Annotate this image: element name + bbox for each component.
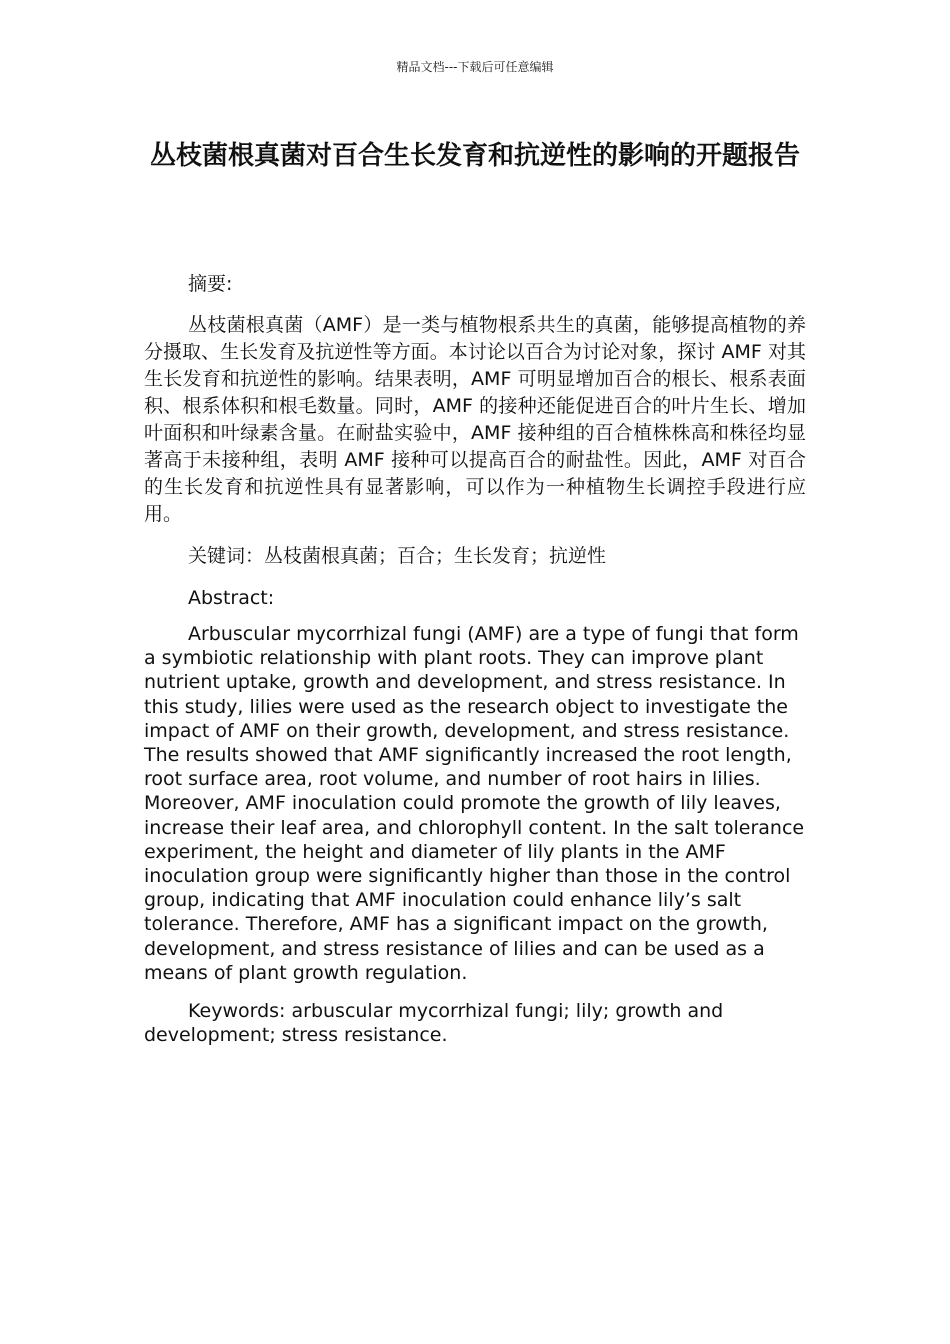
abstract-zh-text: 丛枝菌根真菌（AMF）是一类与植物根系共生的真菌，能够提高植物的养分摄取、生长发育及抗逆性等方面。本讨论以百合为讨论对象，探讨 AMF 对其生长发育和抗逆性的影响。结果表明，AMF 可明显增加百合的根长、根系表面积、根系体积和根毛数量。同时，AMF 的接种还能促进百合的叶片生长、增加叶面积和叶绿素含量。在耐盐实验中，AMF 接种组的百合植株株高和株径均显著高于未接种组，表明 AMF 接种可以提高百合的耐盐性。因此，AMF 对百合的生长发育和抗逆性具有显著影响，可以作为一种植物生长调控手段进行应用。 [144,314,806,525]
document-title: 丛枝菌根真菌对百合生长发育和抗逆性的影响的开题报告 [149,141,800,171]
keywords-zh: 关键词：丛枝菌根真菌；百合；生长发育；抗逆性 [188,545,607,567]
keywords-en: Keywords: arbuscular mycorrhizal fungi; lily; growth and development; stress resistance. [144,1000,724,1047]
header-note: 精品文档---下载后可任意编辑 [396,60,554,74]
document-body [144,270,806,1061]
abstract-en-text: Arbuscular mycorrhizal fungi (AMF) are a type of fungi that form a symbiotic relationship with plant roots. They can improve plant nutrient uptake, growth and development, and stress resistance. In this study, lilies were used as the research object to investigate the impact of AMF on their growth, development, and stress resistance. The results showed that AMF significantly increased the root length, root surface area, root volume, and number of root hairs in lilies. Moreover, AMF inoculation could promote the growth of lily leaves, increase their leaf area, and chlorophyll content. In the salt tolerance experiment, the height and diameter of lily plants in the AMF inoculation group were significantly higher than those in the control group, indicating that AMF inoculation could enhance lily’s salt tolerance. Therefore, AMF has a significant impact on the growth, development, and stress resistance of lilies and can be used as a means of plant growth regulation. [144,623,805,984]
abstract-en-label: Abstract: [188,587,275,609]
abstract-zh-label: 摘要: [188,273,233,295]
